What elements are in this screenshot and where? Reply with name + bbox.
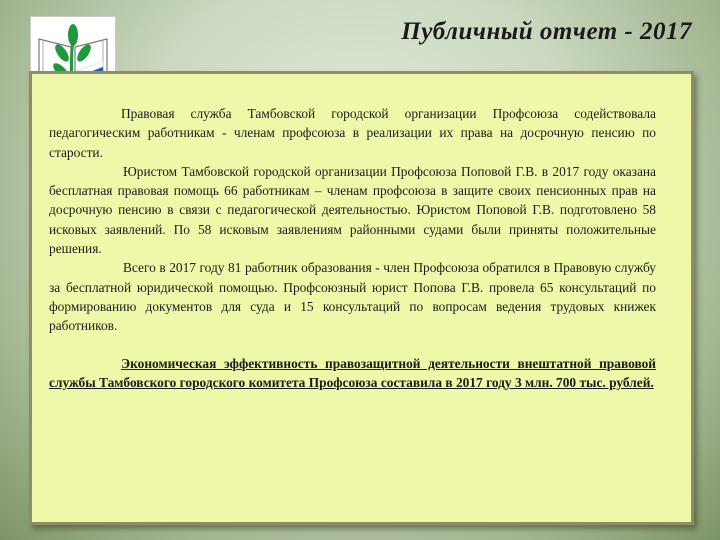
paragraph-total-appeals: Всего в 2017 году 81 работник образования - член Профсоюза обратился в Правовую службу за бесплатной юридической помощью. Профсоюзный юрист Попова Г.В. провела 65 консультаций по формированию документов для суда и 15 консультаций по вопросам ведения трудовых книжек работников. [49, 260, 656, 334]
paragraph-legal-service: Правовая служба Тамбовской городской организации Профсоюза содействовала педагогическим работникам - членам профсоюза в реализации их права на досрочную пенсию по старости. [49, 106, 656, 160]
paragraph-lawyer-help: Юристом Тамбовской городской организации Профсоюза Поповой Г.В. в 2017 году оказана бесплатная правовая помощь 66 работникам – членам профсоюза в защите своих пенсионных прав на досрочную пенсию в связи с педагогической деятельностью. Юристом Поповой Г.В. подготовлено 58 исковых заявлений. По 58 исковым заявлениям районными судами были приняты положительные решения. [49, 163, 656, 257]
page-title: Публичный отчет - 2017 [401, 18, 692, 45]
summary-efficiency: Экономическая эффективность правозащитной деятельности внештатной правовой службы Тамбовского городского комитета Профсоюза составила в 2017 году 3 млн. 700 тыс. рублей. [49, 355, 656, 390]
report-text [49, 104, 656, 392]
